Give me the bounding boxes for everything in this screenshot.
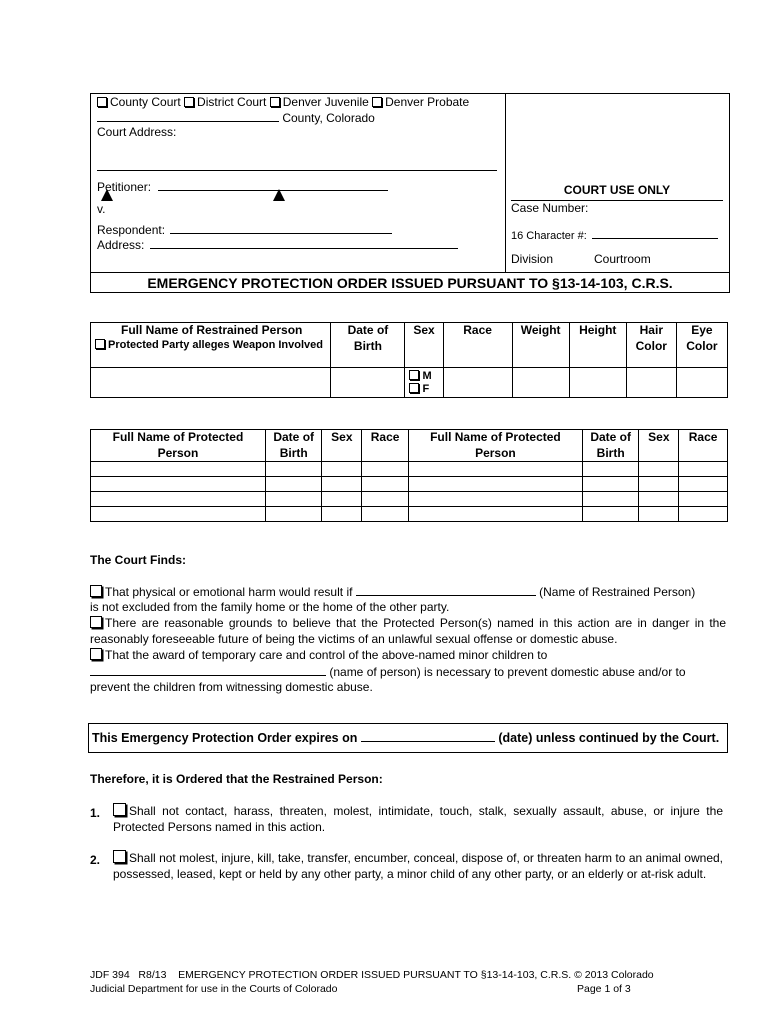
checkbox-icon[interactable] [95,339,105,349]
restrained-eye-cell[interactable] [676,368,727,398]
respondent-address-field[interactable] [150,237,458,249]
table-row [91,477,728,492]
triangle-marker-icon [101,189,113,201]
table-header-row [91,323,728,368]
col-dob-2: Date of Birth [582,430,639,462]
restrained-weight-cell[interactable] [512,368,569,398]
col-dob: Date of Birth [331,323,405,368]
court-address-label: Court Address: [97,125,177,139]
checkbox-icon[interactable] [372,97,382,107]
restrained-name-cell[interactable] [91,368,331,398]
respondent-field[interactable] [170,222,392,234]
checkbox-icon[interactable] [113,850,126,863]
restrained-height-cell[interactable] [569,368,626,398]
case-caption-box [90,93,730,293]
sex-option-m[interactable]: M [409,370,440,383]
caption-left-panel [91,94,506,272]
col-protected-name: Full Name of Protected Person [91,430,266,462]
order-item: Shall not molest, injure, kill, take, transfer, encumber, conceal, dispose of, or threaten harm to an animal owned, possessed, leased, kept or held by any other party, a minor child of any other party, or an elderly or at-risk adult. [113,851,723,881]
court-option-district[interactable]: District Court [184,95,266,109]
col-eye-color: Eye Color [676,323,727,368]
page-number: Page 1 of 3 [577,983,631,995]
finding-3-end: prevent the children from witnessing domestic abuse. [90,680,373,694]
restrained-hair-cell[interactable] [626,368,676,398]
county-line: County, Colorado [97,110,375,127]
col-restrained-name: Full Name of Restrained Person Protected Party alleges Weapon Involved [91,323,331,368]
checkbox-icon[interactable] [90,585,102,597]
col-race: Race [362,430,409,462]
court-address-field[interactable] [97,158,497,171]
restrained-sex-cell [405,368,443,398]
orders-heading: Therefore, it is Ordered that the Restrained Person: [90,772,383,786]
finding-1: That physical or emotional harm would result if (Name of Restrained Person) [90,584,726,601]
court-option-denver-juvenile[interactable]: Denver Juvenile [270,95,369,109]
restrained-name-field[interactable] [356,584,536,596]
finding-3: That the award of temporary care and control of the above-named minor children to [90,648,726,664]
col-race: Race [443,323,512,368]
checkbox-icon[interactable] [97,97,107,107]
table-row [91,368,728,398]
sex-option-f[interactable]: F [409,383,440,396]
petitioner-line: Petitioner: [97,179,388,196]
order-number: 2. [90,853,101,867]
order-number: 1. [90,806,101,820]
triangle-marker-icon [273,189,285,201]
sixteen-char-line: 16 Character #: [511,227,718,243]
expiration-box: This Emergency Protection Order expires on (date) unless continued by the Court. [88,723,728,753]
address-line: Address: [97,237,458,254]
court-type-options [97,95,469,111]
form-title: EMERGENCY PROTECTION ORDER ISSUED PURSUANT TO §13-14-103, C.R.S. [91,272,729,293]
protected-persons-table [90,429,728,522]
col-hair-color: Hair Color [626,323,676,368]
finding-1-cont: is not excluded from the family home or the home of the other party. [90,600,450,614]
table-row [91,462,728,477]
checkbox-icon[interactable] [113,803,126,816]
footer-line-1: JDF 394 R8/13 EMERGENCY PROTECTION ORDER ISSUED PURSUANT TO §13-14-103, C.R.S. © 2013 Colorado [90,969,654,981]
restrained-race-cell[interactable] [443,368,512,398]
versus-label: v. [97,202,106,216]
court-use-only-label: COURT USE ONLY [511,183,723,201]
division-label: Division [511,252,554,266]
table-row [91,492,728,507]
checkbox-icon[interactable] [90,616,102,628]
finding-2: There are reasonable grounds to believe that the Protected Person(s) named in this action are in danger in the reasonably foreseeable future of being the victims of an unlawful sexual offense or domestic abuse. [90,616,726,646]
case-number-label: Case Number: [511,201,589,215]
checkbox-icon[interactable] [409,383,419,393]
col-height: Height [569,323,626,368]
order-item: Shall not contact, harass, threaten, molest, intimidate, touch, stalk, sexually assault, abuse, or injure the Protected Persons named in this action. [113,804,723,834]
finding-3-cont: (name of person) is necessary to prevent domestic abuse and/or to [90,664,726,681]
col-race-2: Race [679,430,728,462]
courtroom-label: Courtroom [594,252,651,266]
checkbox-icon[interactable] [409,370,419,380]
county-name-field[interactable] [97,110,279,122]
respondent-line: Respondent: [97,222,392,239]
court-option-denver-probate[interactable]: Denver Probate [372,95,469,109]
restrained-dob-cell[interactable] [331,368,405,398]
restrained-person-table [90,322,728,398]
col-sex: Sex [405,323,443,368]
court-option-county[interactable]: County Court [97,95,181,109]
col-sex: Sex [322,430,362,462]
col-dob: Date of Birth [265,430,322,462]
care-person-name-field[interactable] [90,664,326,676]
weapon-involved-option[interactable]: Protected Party alleges Weapon Involved [95,339,328,352]
sixteen-char-field[interactable] [592,227,718,239]
col-sex-2: Sex [639,430,679,462]
checkbox-icon[interactable] [184,97,194,107]
col-weight: Weight [512,323,569,368]
table-row [91,507,728,522]
col-protected-name-2: Full Name of Protected Person [408,430,582,462]
expiration-date-field[interactable] [361,730,495,742]
court-use-panel [505,94,729,272]
checkbox-icon[interactable] [90,648,102,660]
footer-line-2: Judicial Department for use in the Courts of Colorado [90,983,338,995]
findings-heading: The Court Finds: [90,553,186,567]
table-header-row [91,430,728,462]
checkbox-icon[interactable] [270,97,280,107]
